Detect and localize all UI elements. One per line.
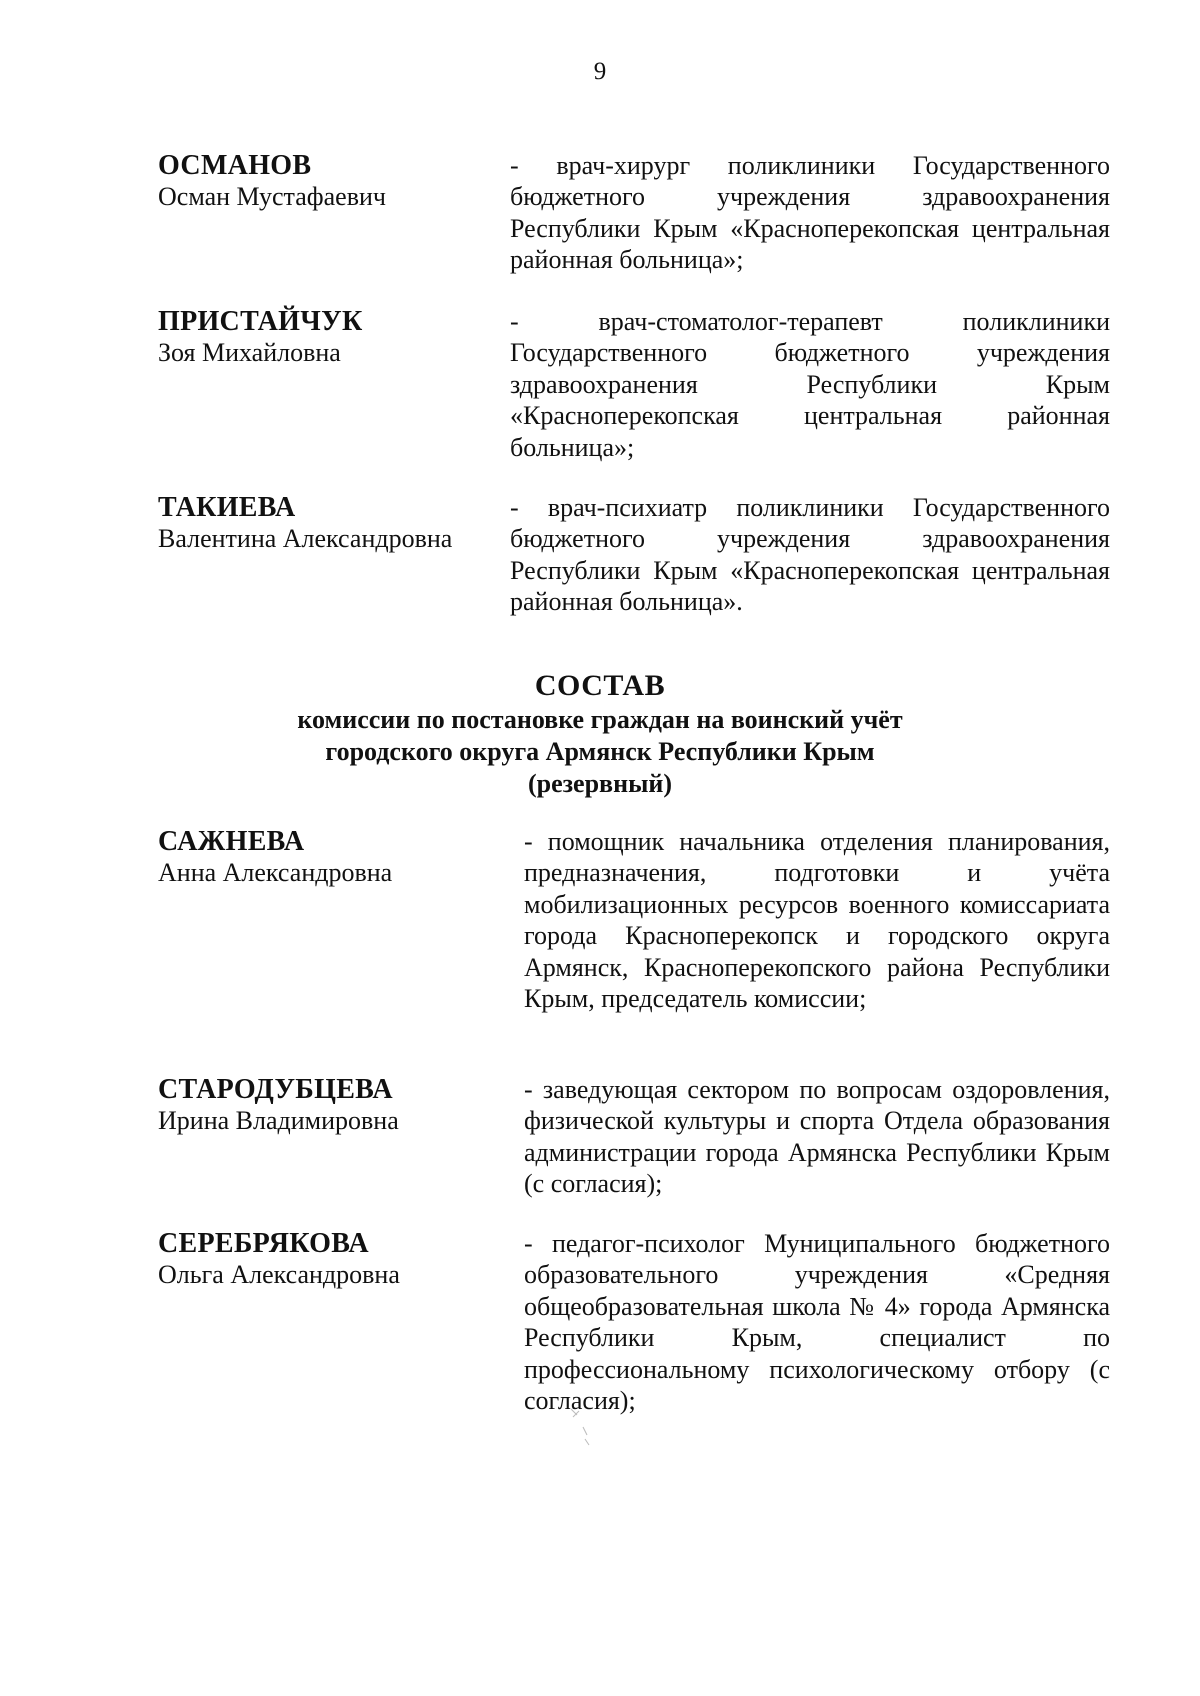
member-given-name: Анна Александровна <box>158 858 393 887</box>
member-role: - педагог-психолог Муниципального бюджетного образовательного учреждения «Средняя общеобразовательная школа № 4» города Армянска Республики Крым, специалист по профессиональному психологическому отбору (с согласия); <box>524 1229 1110 1416</box>
member-surname: СТАРОДУБЦЕВА <box>158 1074 393 1105</box>
member-given-name: Осман Мустафаевич <box>158 182 386 211</box>
member-surname: ПРИСТАЙЧУК <box>158 306 363 337</box>
member-given-name: Валентина Александровна <box>158 524 453 553</box>
heading-line-1: комиссии по постановке граждан на воинский учёт <box>297 705 903 734</box>
heading-line-2: городского округа Армянск Республики Крым <box>325 737 875 766</box>
member-name-block <box>158 306 498 368</box>
member-role: - помощник начальника отделения планирования, предназначения, подготовки и учёта мобилизационных ресурсов военного комиссариата города Красноперекопск и городского округа Армянск, Красноперекопского района Республики Крым, председатель комиссии; <box>524 827 1110 1014</box>
member-name-block <box>158 150 498 212</box>
member-name-block <box>158 492 498 554</box>
member-role: - врач-хирург поликлиники Государственного бюджетного учреждения здравоохранения Республики Крым «Красноперекопская центральная районная больница»; <box>510 151 1110 275</box>
member-surname: ТАКИЕВА <box>158 492 296 523</box>
heading-title: СОСТАВ <box>534 669 666 702</box>
member-role: - врач-стоматолог-терапевт поликлиники Государственного бюджетного учреждения здравоохранения Республики Крым «Красноперекопская центральная районная больница»; <box>510 307 1110 462</box>
member-given-name: Ольга Александровна <box>158 1260 400 1289</box>
member-role: - заведующая сектором по вопросам оздоровления, физической культуры и спорта Отдела образования администрации города Армянска Республики Крым (с согласия); <box>524 1075 1110 1199</box>
member-name-block <box>158 1228 498 1290</box>
member-name-block <box>158 1074 498 1136</box>
member-surname: СЕРЕБРЯКОВА <box>158 1228 369 1259</box>
scan-specks <box>565 1405 605 1455</box>
page-number: 9 <box>593 58 607 85</box>
member-surname: ОСМАНОВ <box>158 150 312 181</box>
member-given-name: Ирина Владимировна <box>158 1106 399 1135</box>
section-heading <box>0 668 1200 800</box>
member-role: - врач-психиатр поликлиники Государственного бюджетного учреждения здравоохранения Республики Крым «Красноперекопская центральная районная больница». <box>510 493 1110 617</box>
heading-line-3: (резервный) <box>527 769 673 798</box>
member-surname: САЖНЕВА <box>158 826 305 857</box>
member-name-block <box>158 826 498 888</box>
member-given-name: Зоя Михайловна <box>158 338 341 367</box>
